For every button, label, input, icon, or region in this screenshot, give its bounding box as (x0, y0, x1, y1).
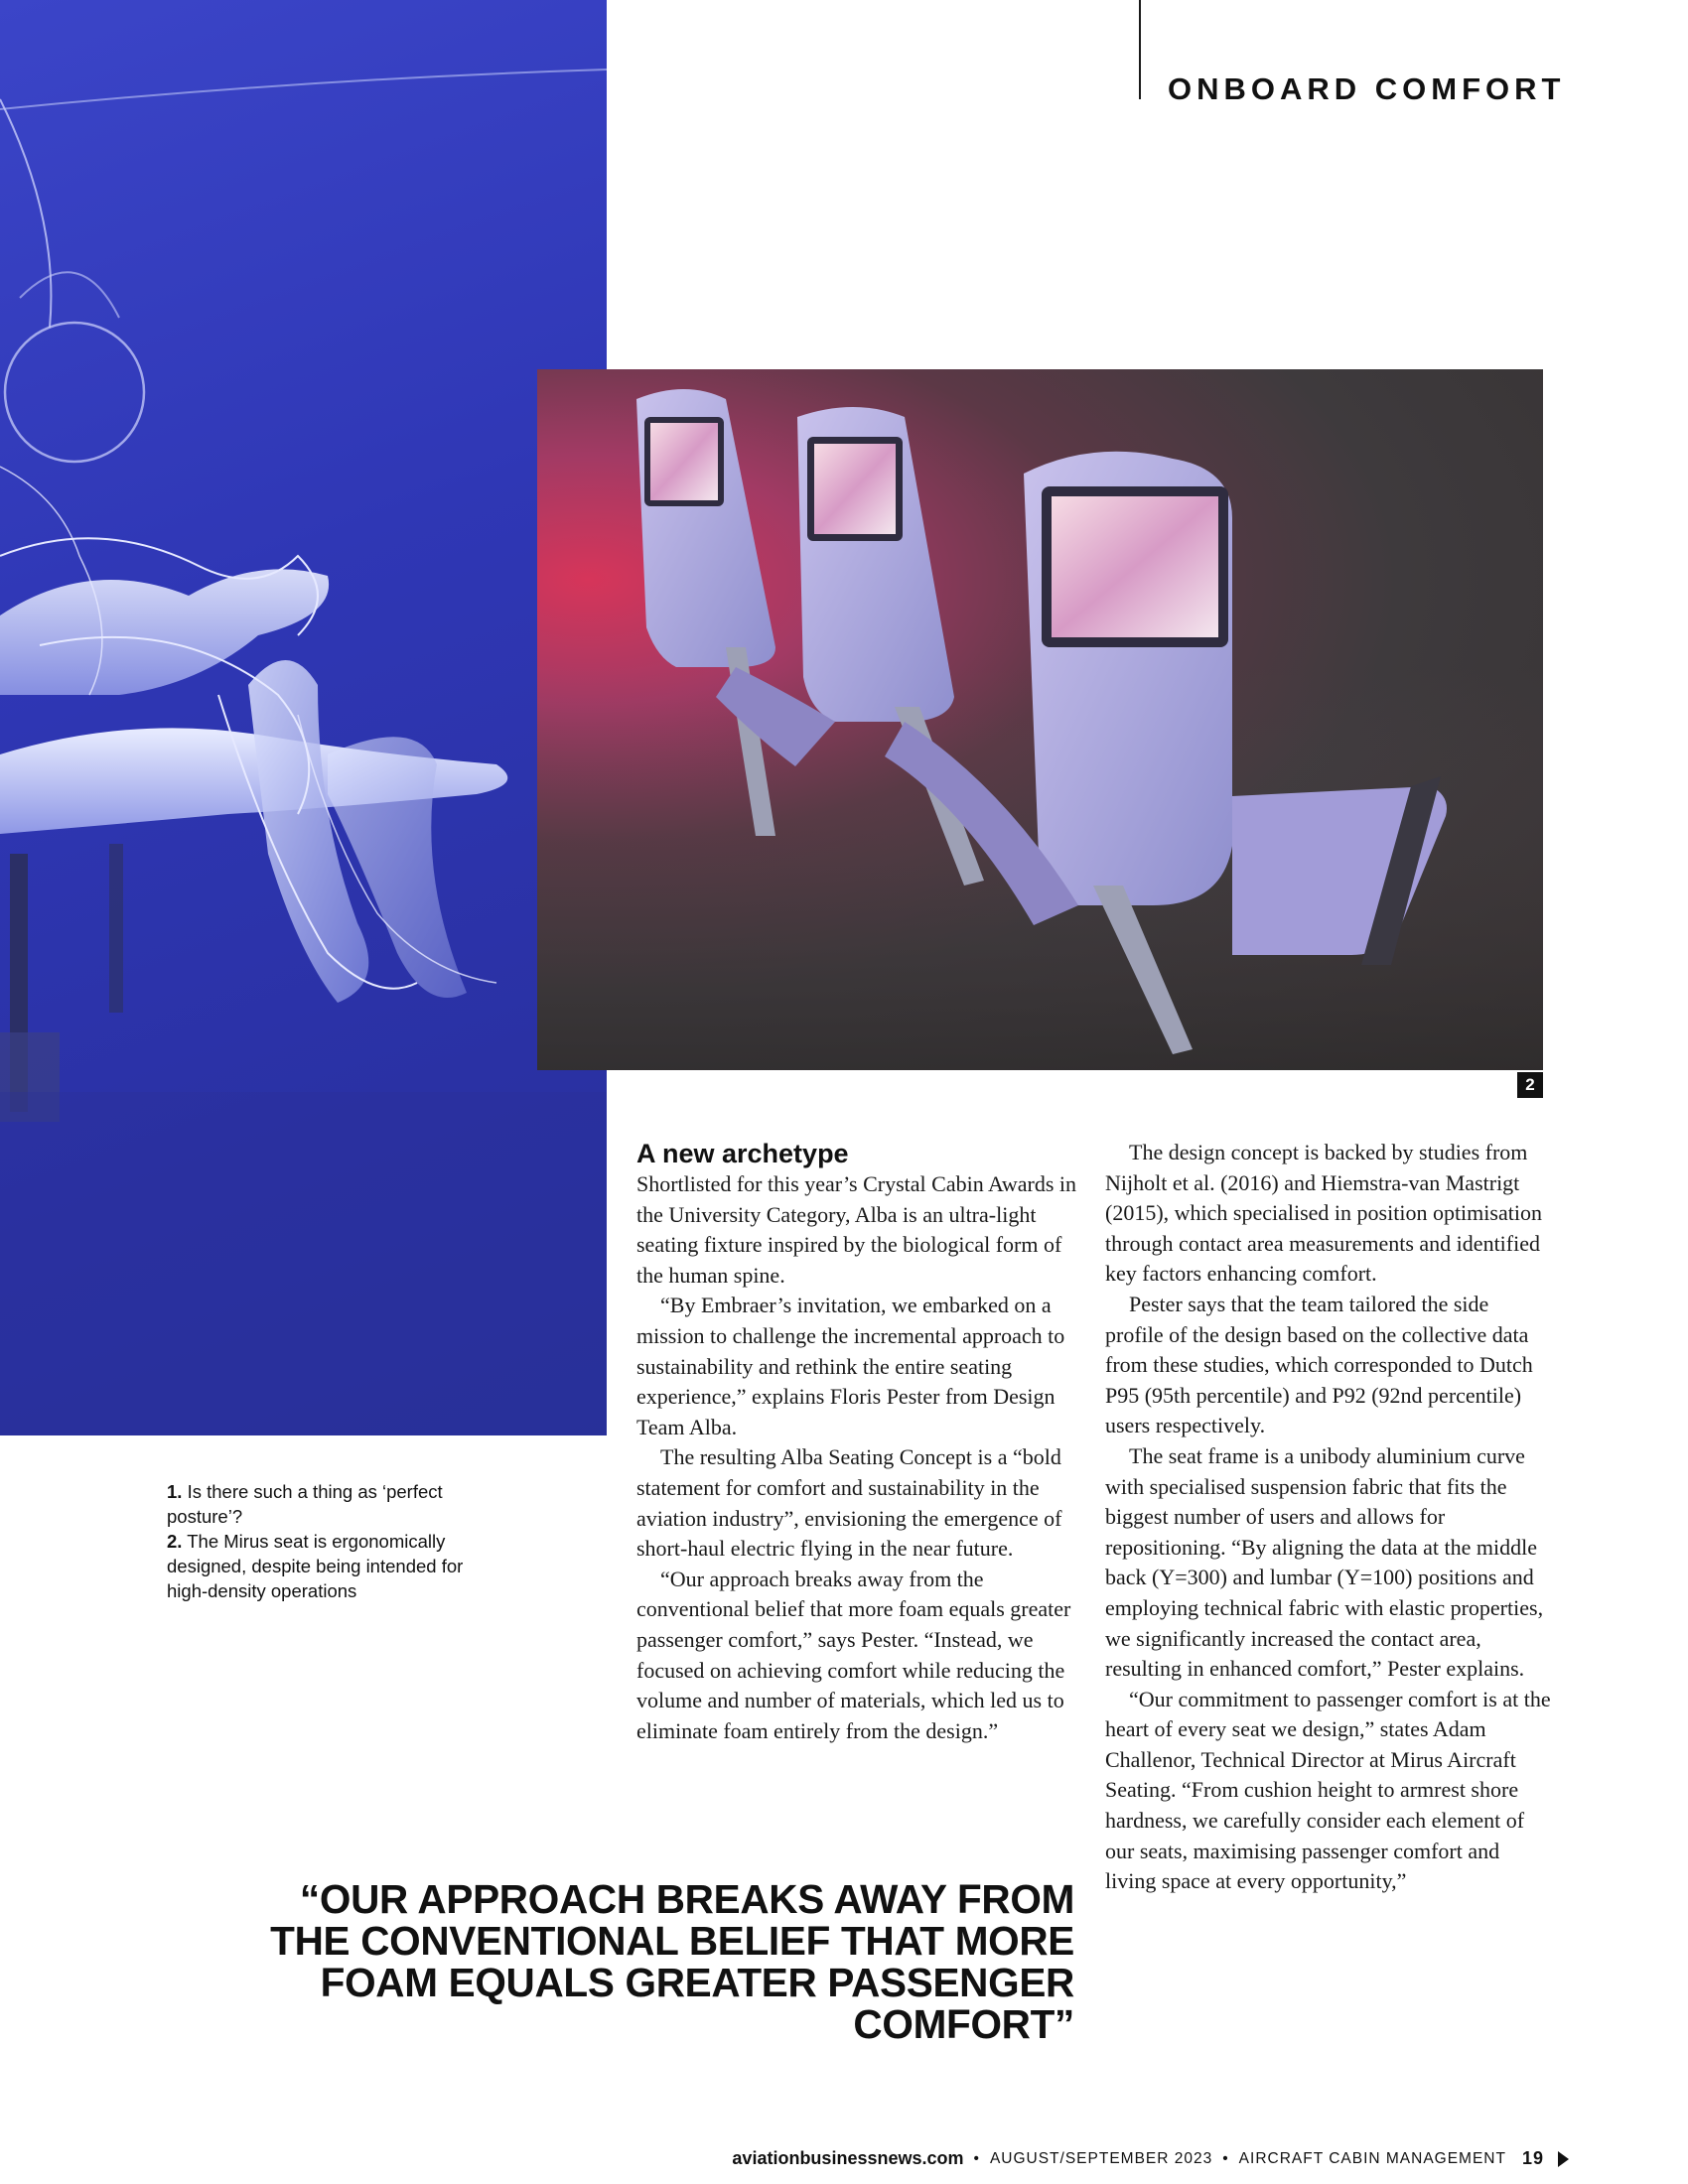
footer-website-link[interactable]: aviationbusinessnews.com (732, 2148, 964, 2168)
caption-1 (167, 1479, 504, 1529)
article-column-right (1105, 1138, 1552, 1897)
body-paragraph: Shortlisted for this year’s Crystal Cabin Awards in the University Category, Alba is an ultra-light seating fixture inspired by the biological form of the human spine. (636, 1171, 1077, 1288)
body-paragraph: The seat frame is a unibody aluminium curve with specialised suspension fabric that fits the biggest number of users and allows for repositioning. “By aligning the data at the middle back (Y=300) and lumbar (Y=100) positions and employing technical fabric with elastic properties, we significantly increased the contact area, resulting in enhanced comfort,” Pester explains. (1105, 1442, 1544, 1682)
header-divider (1139, 0, 1141, 99)
next-page-arrow-icon (1558, 2151, 1569, 2167)
posture-sketch-illustration (0, 0, 607, 1435)
pull-quote: “OUR APPROACH BREAKS AWAY FROM THE CONVENTIONAL BELIEF THAT MORE FOAM EQUALS GREATER PASSENGER COMFORT” (270, 1876, 1074, 2047)
section-title: ONBOARD COMFORT (1168, 71, 1566, 106)
figure-number-badge: 2 (1517, 1072, 1543, 1098)
body-paragraph: The design concept is backed by studies from Nijholt et al. (2016) and Hiemstra-van Mastrigt (2015), which specialised in position optimisation through contact area measurements and identified key factors enhancing comfort. (1105, 1140, 1542, 1287)
article-column-left (636, 1138, 1083, 1746)
body-paragraph: “Our approach breaks away from the conventional belief that more foam equals greater passenger comfort,” says Pester. “Instead, we focused on achieving comfort while reducing the volume and number of materials, which led us to eliminate foam entirely from the design.” (636, 1566, 1071, 1743)
sketch-drawing (0, 0, 607, 1435)
footer-separator: • (1222, 2149, 1229, 2167)
footer-separator: • (973, 2149, 980, 2167)
seat-row-drawing (537, 369, 1543, 1070)
caption-2 (167, 1529, 504, 1603)
body-paragraph: The resulting Alba Seating Concept is a “bold statement for comfort and sustainability in the aviation industry”, envisioning the emergence of short-haul electric flying in the near future. (636, 1444, 1062, 1562)
caption-number: 2. (167, 1531, 183, 1552)
body-paragraph: “By Embraer’s invitation, we embarked on a mission to challenge the incremental approach to sustainability and rethink the entire seating experience,” explains Floris Pester from Design Team Alba. (636, 1293, 1065, 1439)
caption-text: Is there such a thing as ‘perfect posture’? (167, 1481, 443, 1527)
figure-captions (167, 1479, 504, 1603)
page-footer (732, 2148, 1569, 2169)
caption-text: The Mirus seat is ergonomically designed, despite being intended for high-density operations (167, 1531, 464, 1601)
body-paragraph: “Our commitment to passenger comfort is at the heart of every seat we design,” states Adam Challenor, Technical Director at Mirus Aircraft Seating. “From cushion height to armrest shore hardness, we carefully consider each element of our seats, maximising passenger comfort and living space at every opportunity,” (1105, 1686, 1551, 1894)
footer-publication: AIRCRAFT CABIN MANAGEMENT (1238, 2149, 1506, 2167)
seat-photo (537, 369, 1543, 1070)
article-heading: A new archetype (636, 1139, 849, 1168)
body-paragraph: Pester says that the team tailored the side profile of the design based on the collective data from these studies, which corresponded to Dutch P95 (95th percentile) and P92 (92nd percentile) users respectively. (1105, 1291, 1533, 1438)
footer-issue: AUGUST/SEPTEMBER 2023 (989, 2149, 1213, 2167)
page-number: 19 (1521, 2148, 1544, 2168)
caption-number: 1. (167, 1481, 183, 1502)
